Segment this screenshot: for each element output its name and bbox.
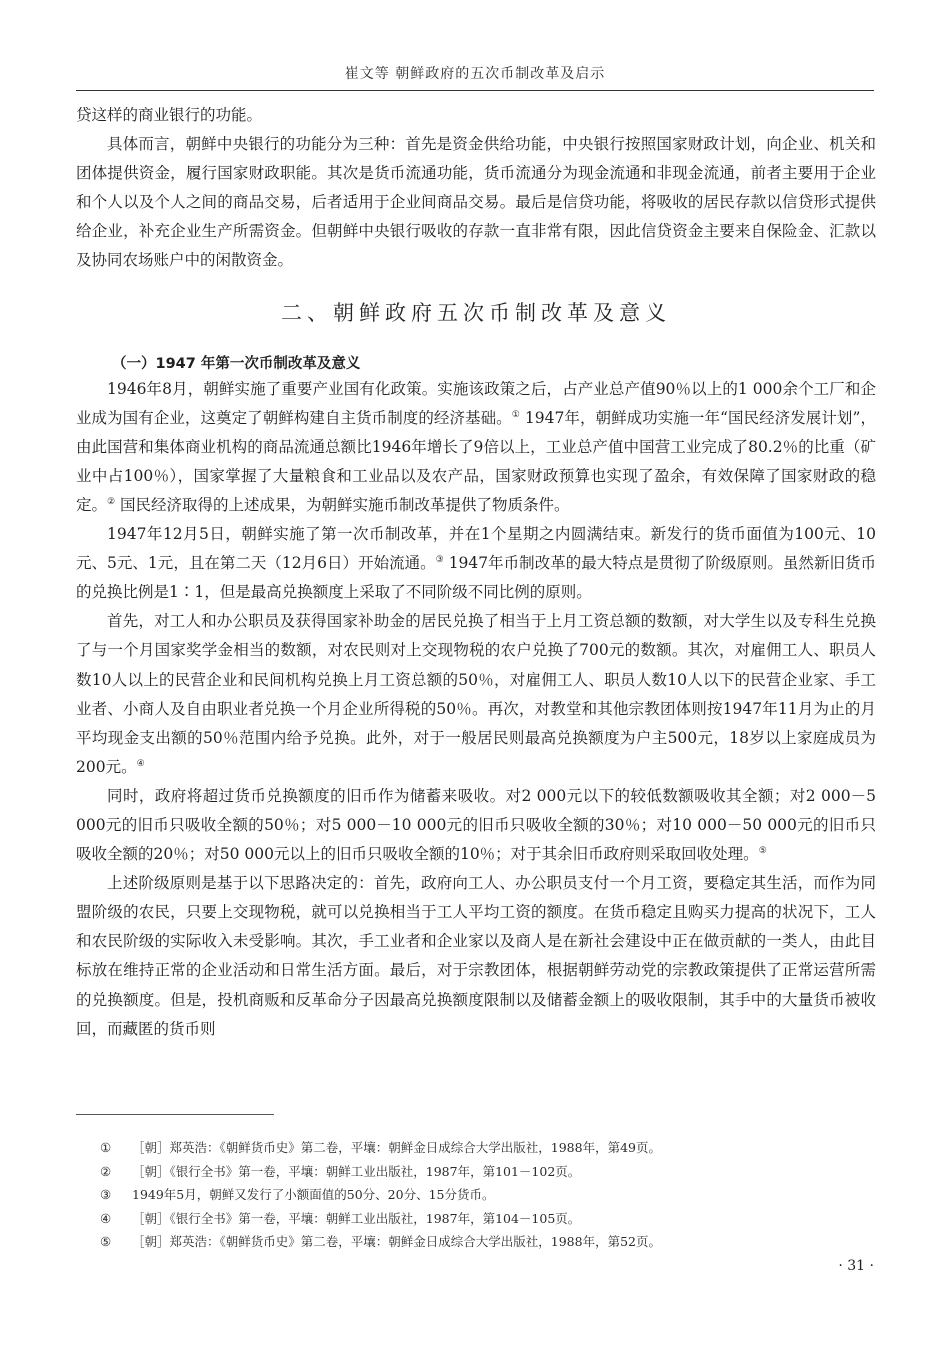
footnote-ref[interactable]: ③ (435, 555, 444, 566)
footnote-rule (76, 1114, 274, 1115)
running-head: 崔文等 朝鲜政府的五次币制改革及启示 (344, 66, 606, 82)
footnote-text: 1949年5月，朝鲜又发行了小额面值的50分、20分、15分货币。 (132, 1187, 495, 1203)
footnote-mark: ① (100, 1140, 112, 1155)
paragraph (76, 520, 876, 607)
footnotes (100, 1136, 880, 1254)
paragraph-text: 首先，对工人和办公职员及获得国家补助金的居民兑换了相当于上月工资总额的数额，对大学生以及专科生兑换了与一个月国家奖学金相当的数额，对农民则对上交现物税的农户兑换了700元的数额。其次，对雇佣工人、职员人数10人以上的民营企业和民间机构兑换上月工资总额的50％，对雇佣工人、职员人数10人以下的民营企业家、手工业者、小商人及自由职业者兑换一个月企业所得税的50％。再次，对教堂和其他宗教团体则按1947年11月为止的月平均现金支出额的50％范围内给予兑换。此外，对于一般居民则最高兑换额度为户主500元，18岁以上家庭成员为200元。 (76, 612, 876, 776)
footnote-mark: ⑤ (100, 1234, 112, 1250)
paragraph: 贷这样的商业银行的功能。 (76, 106, 263, 124)
paragraph-text: 1947年币制改革的最大特点是贯彻了阶级原则。虽然新旧货币的兑换比例是1∶1，但是最高兑换额度上采取了不同阶级不同比例的原则。 (76, 554, 876, 602)
footnote-mark: ③ (100, 1187, 112, 1203)
footnote-ref[interactable]: ⑤ (758, 846, 767, 857)
footnote-text: ［朝］郑英浩：《朝鲜货币史》第二卷，平壤：朝鲜金日成综合大学出版社，1988年，第52页。 (132, 1234, 661, 1250)
paragraph-text: 1947年，朝鲜成功实施一年“国民经济发展计划”，由此国营和集体商业机构的商品流通总额比1946年增长了9倍以上，工业总产值中国营工业完成了80.2％的比重（矿业中占100％），国家掌握了大量粮食和工业品以及农产品，国家财政预算也实现了盈余，有效保障了国家财政的稳定。 (76, 408, 876, 514)
footnote-mark: ② (100, 1163, 112, 1179)
paragraph (76, 607, 876, 782)
footnote-text: ［朝］《银行全书》第一卷，平壤：朝鲜工业出版社，1987年，第104－105页。 (132, 1210, 581, 1226)
paragraph-text: 1946年8月，朝鲜实施了重要产业国有化政策。实施该政策之后，占产业总产值90％以上的1 000余个工厂和企业成为国有企业，这奠定了朝鲜构建自主货币制度的经济基础。 (76, 379, 876, 427)
paragraph-text: 1947年12月5日，朝鲜实施了第一次币制改革，并在1个星期之内圆满结束。新发行的货币面值为100元、10元、5元、1元，且在第二天（12月6日）开始流通。 (76, 525, 876, 573)
footnote-ref[interactable]: ② (107, 496, 116, 507)
subsection-heading: （一）1947 年第一次币制改革及意义 (112, 355, 361, 372)
footnote (100, 1183, 880, 1207)
body-text (76, 101, 876, 1044)
paragraph: 具体而言，朝鲜中央银行的功能分为三种：首先是资金供给功能，中央银行按照国家财政计划，向企业、机关和团体提供资金，履行国家财政职能。其次是货币流通功能，货币流通分为现金流通和非现金流通，前者主要用于企业和个人以及个人之间的商品交易，后者适用于企业间商品交易。最后是信贷功能，将吸收的居民存款以信贷形式提供给企业，补充企业生产所需资金。但朝鲜中央银行吸收的存款一直非常有限，因此信贷资金主要来自保险金、汇款以及协同农场账户中的闲散资金。 (76, 135, 876, 270)
footnote-text: ［朝］郑英浩：《朝鲜货币史》第二卷，平壤：朝鲜金日成综合大学出版社，1988年，第49页。 (132, 1140, 661, 1155)
paragraph-text: 国民经济取得的上述成果，为朝鲜实施币制改革提供了物质条件。 (115, 495, 570, 514)
footnote-mark: ④ (100, 1210, 112, 1226)
paragraph: 上述阶级原则是基于以下思路决定的：首先，政府向工人、办公职员支付一个月工资，要稳定其生活，而作为同盟阶级的农民，只要上交现物税，就可以兑换相当于工人平均工资的额度。在货币稳定且购买力提高的状况下，工人和农民阶级的实际收入未受影响。其次，手工业者和企业家以及商人是在新社会建设中正在做贡献的一类人，由此目标放在维持正常的企业活动和日常生活方面。最后，对于宗教团体，根据朝鲜劳动党的宗教政策提供了正常运营所需的兑换额度。但是，投机商贩和反革命分子因最高兑换额度限制以及储蓄金额上的吸收限制，其手中的大量货币被收回，而藏匿的货币则 (76, 874, 876, 1038)
footnote-ref[interactable]: ④ (136, 758, 145, 769)
paragraph (76, 782, 876, 869)
paragraph-text: 同时，政府将超过货币兑换额度的旧币作为储蓄来吸收。对2 000元以下的较低数额吸收其全额；对2 000－5 000元的旧币只吸收全额的50％；对5 000－10 000元的旧币只吸收全额的30％；对10 000－50 000元的旧币只吸收全额的20％；对50 000元以上的旧币只吸收全额的10％；对于其余旧币政府则采取回收处理。 (76, 786, 876, 864)
header-rule (76, 90, 874, 91)
footnote (100, 1136, 880, 1160)
footnote-ref[interactable]: ① (511, 409, 520, 420)
footnote (100, 1160, 880, 1184)
section-heading: 二、朝鲜政府五次币制改革及意义 (281, 300, 671, 325)
paragraph (76, 375, 876, 520)
footnote (100, 1230, 880, 1254)
page-number: · 31 · (838, 1258, 874, 1274)
footnote-text: ［朝］《银行全书》第一卷，平壤：朝鲜工业出版社，1987年，第101－102页。 (132, 1163, 581, 1179)
footnote (100, 1207, 880, 1231)
